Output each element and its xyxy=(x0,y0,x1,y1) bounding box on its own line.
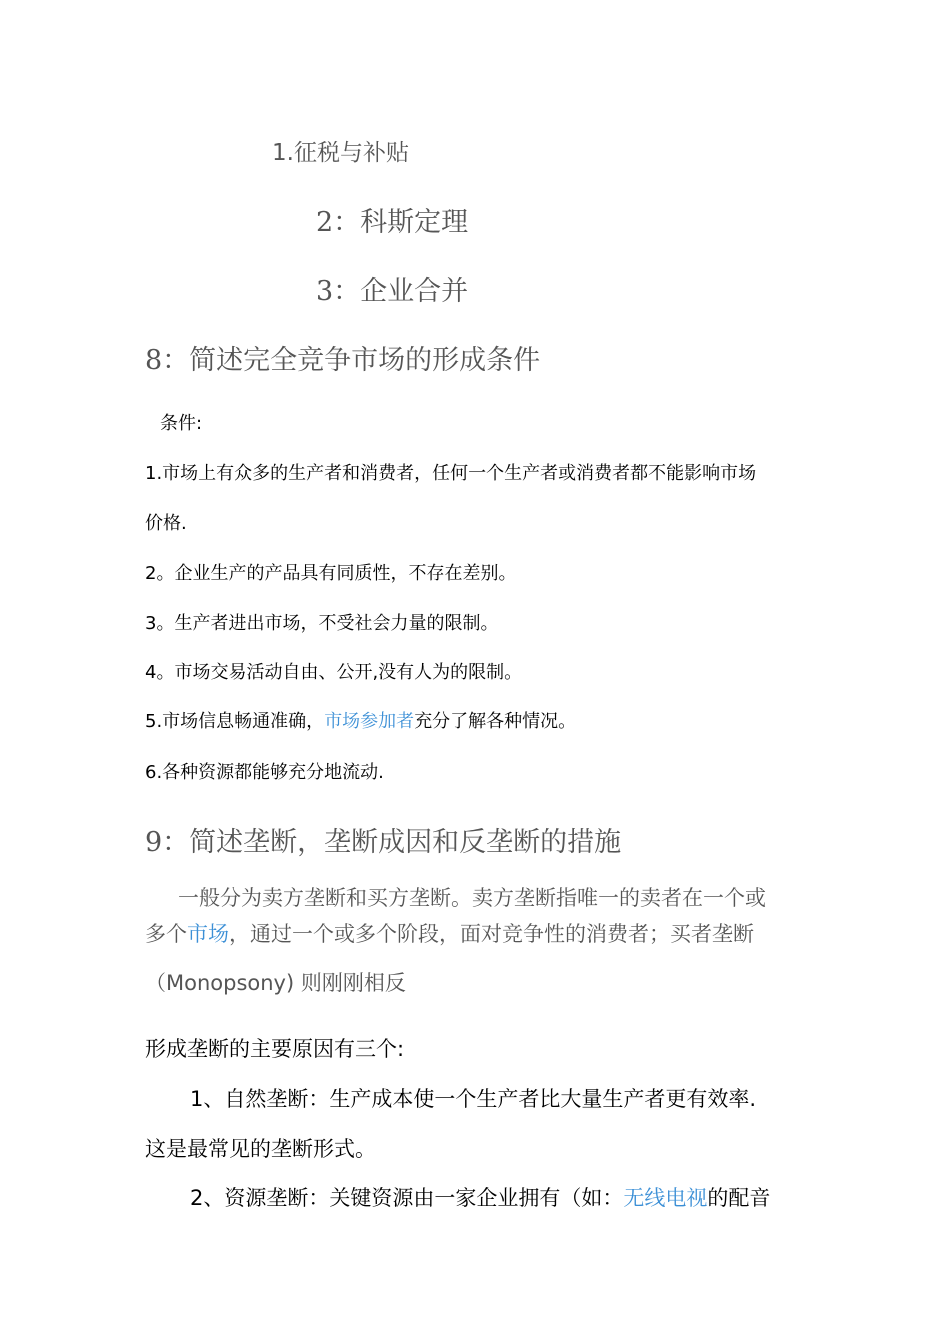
outline-item-2: 2：科斯定理 xyxy=(316,207,469,238)
outline-item-1: 1.征税与补贴 xyxy=(272,140,409,166)
condition-5-text-before: 5.市场信息畅通准确， xyxy=(145,711,325,732)
cause-2-before: 2、资源垄断：关键资源由一家企业拥有（如： xyxy=(190,1186,624,1210)
cause-2-line-1 xyxy=(190,1182,770,1212)
conditions-label: 条件: xyxy=(160,413,203,434)
cause-1-line-1: 1、自然垄断：生产成本使一个生产者比大量生产者更有效率. xyxy=(190,1087,757,1111)
condition-5-text-after: 充分了解各种情况。 xyxy=(414,711,577,732)
intro-line-2-before: 多个 xyxy=(145,922,187,946)
monopoly-intro-line-1: 一般分为卖方垄断和买方垄断。卖方垄断指唯一的卖者在一个或 xyxy=(178,886,766,910)
condition-1-line-2: 价格. xyxy=(145,513,187,534)
condition-5 xyxy=(145,707,576,733)
causes-heading: 形成垄断的主要原因有三个: xyxy=(145,1037,405,1061)
monopoly-intro-line-2 xyxy=(145,918,754,948)
cause-1-line-2: 这是最常见的垄断形式。 xyxy=(145,1137,376,1161)
condition-3: 3。生产者进出市场，不受社会力量的限制。 xyxy=(145,613,499,634)
monopoly-intro-line-3: （Monopsony) 则刚刚相反 xyxy=(145,971,406,995)
wireless-tv-link[interactable]: 无线电视 xyxy=(623,1186,708,1210)
condition-4: 4。市场交易活动自由、公开,没有人为的限制。 xyxy=(145,662,523,683)
condition-6: 6.各种资源都能够充分地流动. xyxy=(145,762,384,783)
cause-2-after: 的配音 xyxy=(707,1186,771,1210)
market-participant-link[interactable]: 市场参加者 xyxy=(324,711,415,732)
condition-1-line-1: 1.市场上有众多的生产者和消费者，任何一个生产者或消费者都不能影响市场 xyxy=(145,463,757,484)
market-link[interactable]: 市场 xyxy=(187,922,229,946)
section-9-heading: 9：简述垄断，垄断成因和反垄断的措施 xyxy=(145,827,622,858)
section-8-heading: 8：简述完全竞争市场的形成条件 xyxy=(145,345,541,376)
intro-line-2-after: ，通过一个或多个阶段，面对竞争性的消费者；买者垄断 xyxy=(229,922,754,946)
outline-item-3: 3：企业合并 xyxy=(316,276,469,307)
condition-2: 2。企业生产的产品具有同质性，不存在差别。 xyxy=(145,563,517,584)
